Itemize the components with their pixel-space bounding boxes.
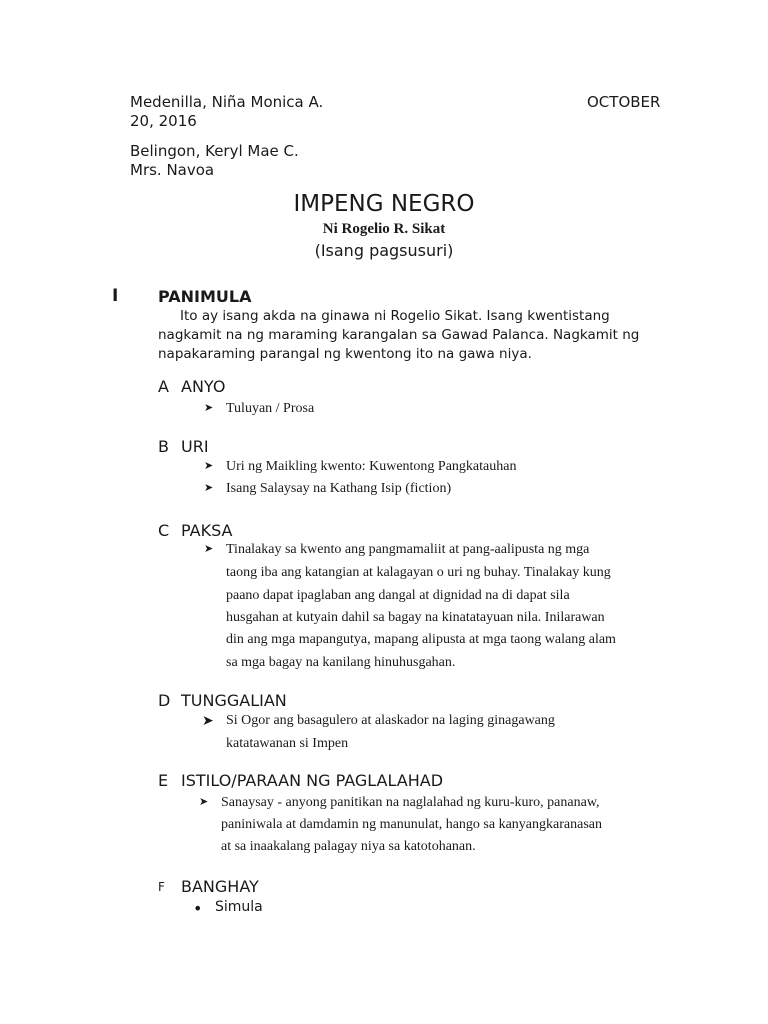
subsection-letter-d: D	[158, 691, 171, 710]
tunggalian-line-2: katatawanan si Impen	[226, 736, 349, 751]
section-title: PANIMULA	[158, 287, 252, 306]
subsection-title-uri: URI	[181, 437, 209, 456]
paksa-line-2: taong iba ang katangian at kalagayan o uri ng buhay. Tinalakay kung	[226, 565, 611, 580]
intro-line-1: Ito ay isang akda na ginawa ni Rogelio Sikat. Isang kwentistang	[180, 308, 610, 324]
document-title: IMPENG NEGRO	[293, 191, 475, 217]
teacher-name: Mrs. Navoa	[130, 161, 215, 179]
document-subtitle: (Isang pagsusuri)	[314, 241, 454, 260]
paksa-text-1: Tinalakay sa kwento ang pangmamaliit at pang-aalipusta ng mga	[226, 542, 590, 557]
banghay-item-text: Simula	[215, 899, 263, 915]
intro-line-2: nagkamit na ng maraming karangalan sa Gawad Palanca. Nagkamit ng	[158, 327, 640, 343]
subsection-title-banghay: BANGHAY	[181, 877, 259, 896]
paksa-line-4: husgahan at kutyain dahil sa bagay na kinatatayuan nila. Inilarawan	[226, 610, 605, 625]
arrow-bullet-icon: ➤	[204, 543, 214, 555]
student-name-1: Medenilla, Niña Monica A.	[130, 93, 324, 111]
anyo-item-text: Tuluyan / Prosa	[226, 401, 315, 416]
subsection-letter-a: A	[158, 377, 169, 396]
paksa-line-3: paano dapat ipaglaban ang dangal at dignidad na di dapat sila	[226, 588, 570, 603]
subsection-letter-c: C	[158, 521, 170, 540]
uri-item-1	[204, 459, 517, 475]
uri-item-2-text: Isang Salaysay na Kathang Isip (fiction)	[226, 481, 452, 496]
istilo-line-3: at sa inaakalang palagay niya sa katotohanan.	[221, 839, 476, 854]
subsection-title-paksa: PAKSA	[181, 521, 233, 540]
subsection-title-tunggalian: TUNGGALIAN	[181, 691, 287, 710]
subsection-letter-f: F	[158, 880, 165, 894]
paksa-line-1	[204, 542, 590, 558]
author-byline: Ni Rogelio R. Sikat	[322, 221, 446, 237]
arrow-bullet-icon: ➤	[204, 460, 214, 472]
arrow-bullet-icon: ➤	[204, 402, 214, 414]
student-name-2: Belingon, Keryl Mae C.	[130, 142, 299, 160]
banghay-item	[193, 899, 263, 918]
tunggalian-line-1	[202, 713, 555, 729]
uri-item-2	[204, 481, 452, 497]
uri-item-1-text: Uri ng Maikling kwento: Kuwentong Pangkatauhan	[226, 459, 517, 474]
paksa-line-6: sa mga bagay na kanilang hinuhusgahan.	[226, 655, 456, 670]
subsection-letter-b: B	[158, 437, 169, 456]
istilo-line-2: paniniwala at damdamin ng manunulat, hango sa kanyangkaranasan	[221, 817, 602, 832]
paksa-line-5: din ang mga mapangutya, mapang alipusta at mga taong walang alam	[226, 632, 616, 647]
section-number: I	[112, 286, 119, 306]
istilo-text-1: Sanaysay - anyong panitikan na naglalahad ng kuru-kuro, pananaw,	[221, 795, 600, 810]
arrow-bullet-icon: ➤	[202, 714, 214, 729]
bullet-dot-icon: •	[193, 899, 203, 918]
date-day-year: 20, 2016	[130, 112, 197, 130]
anyo-item	[204, 401, 315, 417]
date-month: OCTOBER	[587, 93, 661, 111]
arrow-bullet-icon: ➤	[199, 796, 209, 808]
istilo-line-1	[199, 795, 600, 811]
tunggalian-text-1: Si Ogor ang basagulero at alaskador na laging ginagawang	[226, 713, 555, 728]
arrow-bullet-icon: ➤	[204, 482, 214, 494]
subsection-letter-e: E	[158, 771, 169, 790]
subsection-title-anyo: ANYO	[181, 377, 226, 396]
intro-line-3: napakaraming parangal ng kwentong ito na gawa niya.	[158, 346, 532, 362]
subsection-title-istilo: ISTILO/PARAAN NG PAGLALAHAD	[181, 771, 444, 790]
